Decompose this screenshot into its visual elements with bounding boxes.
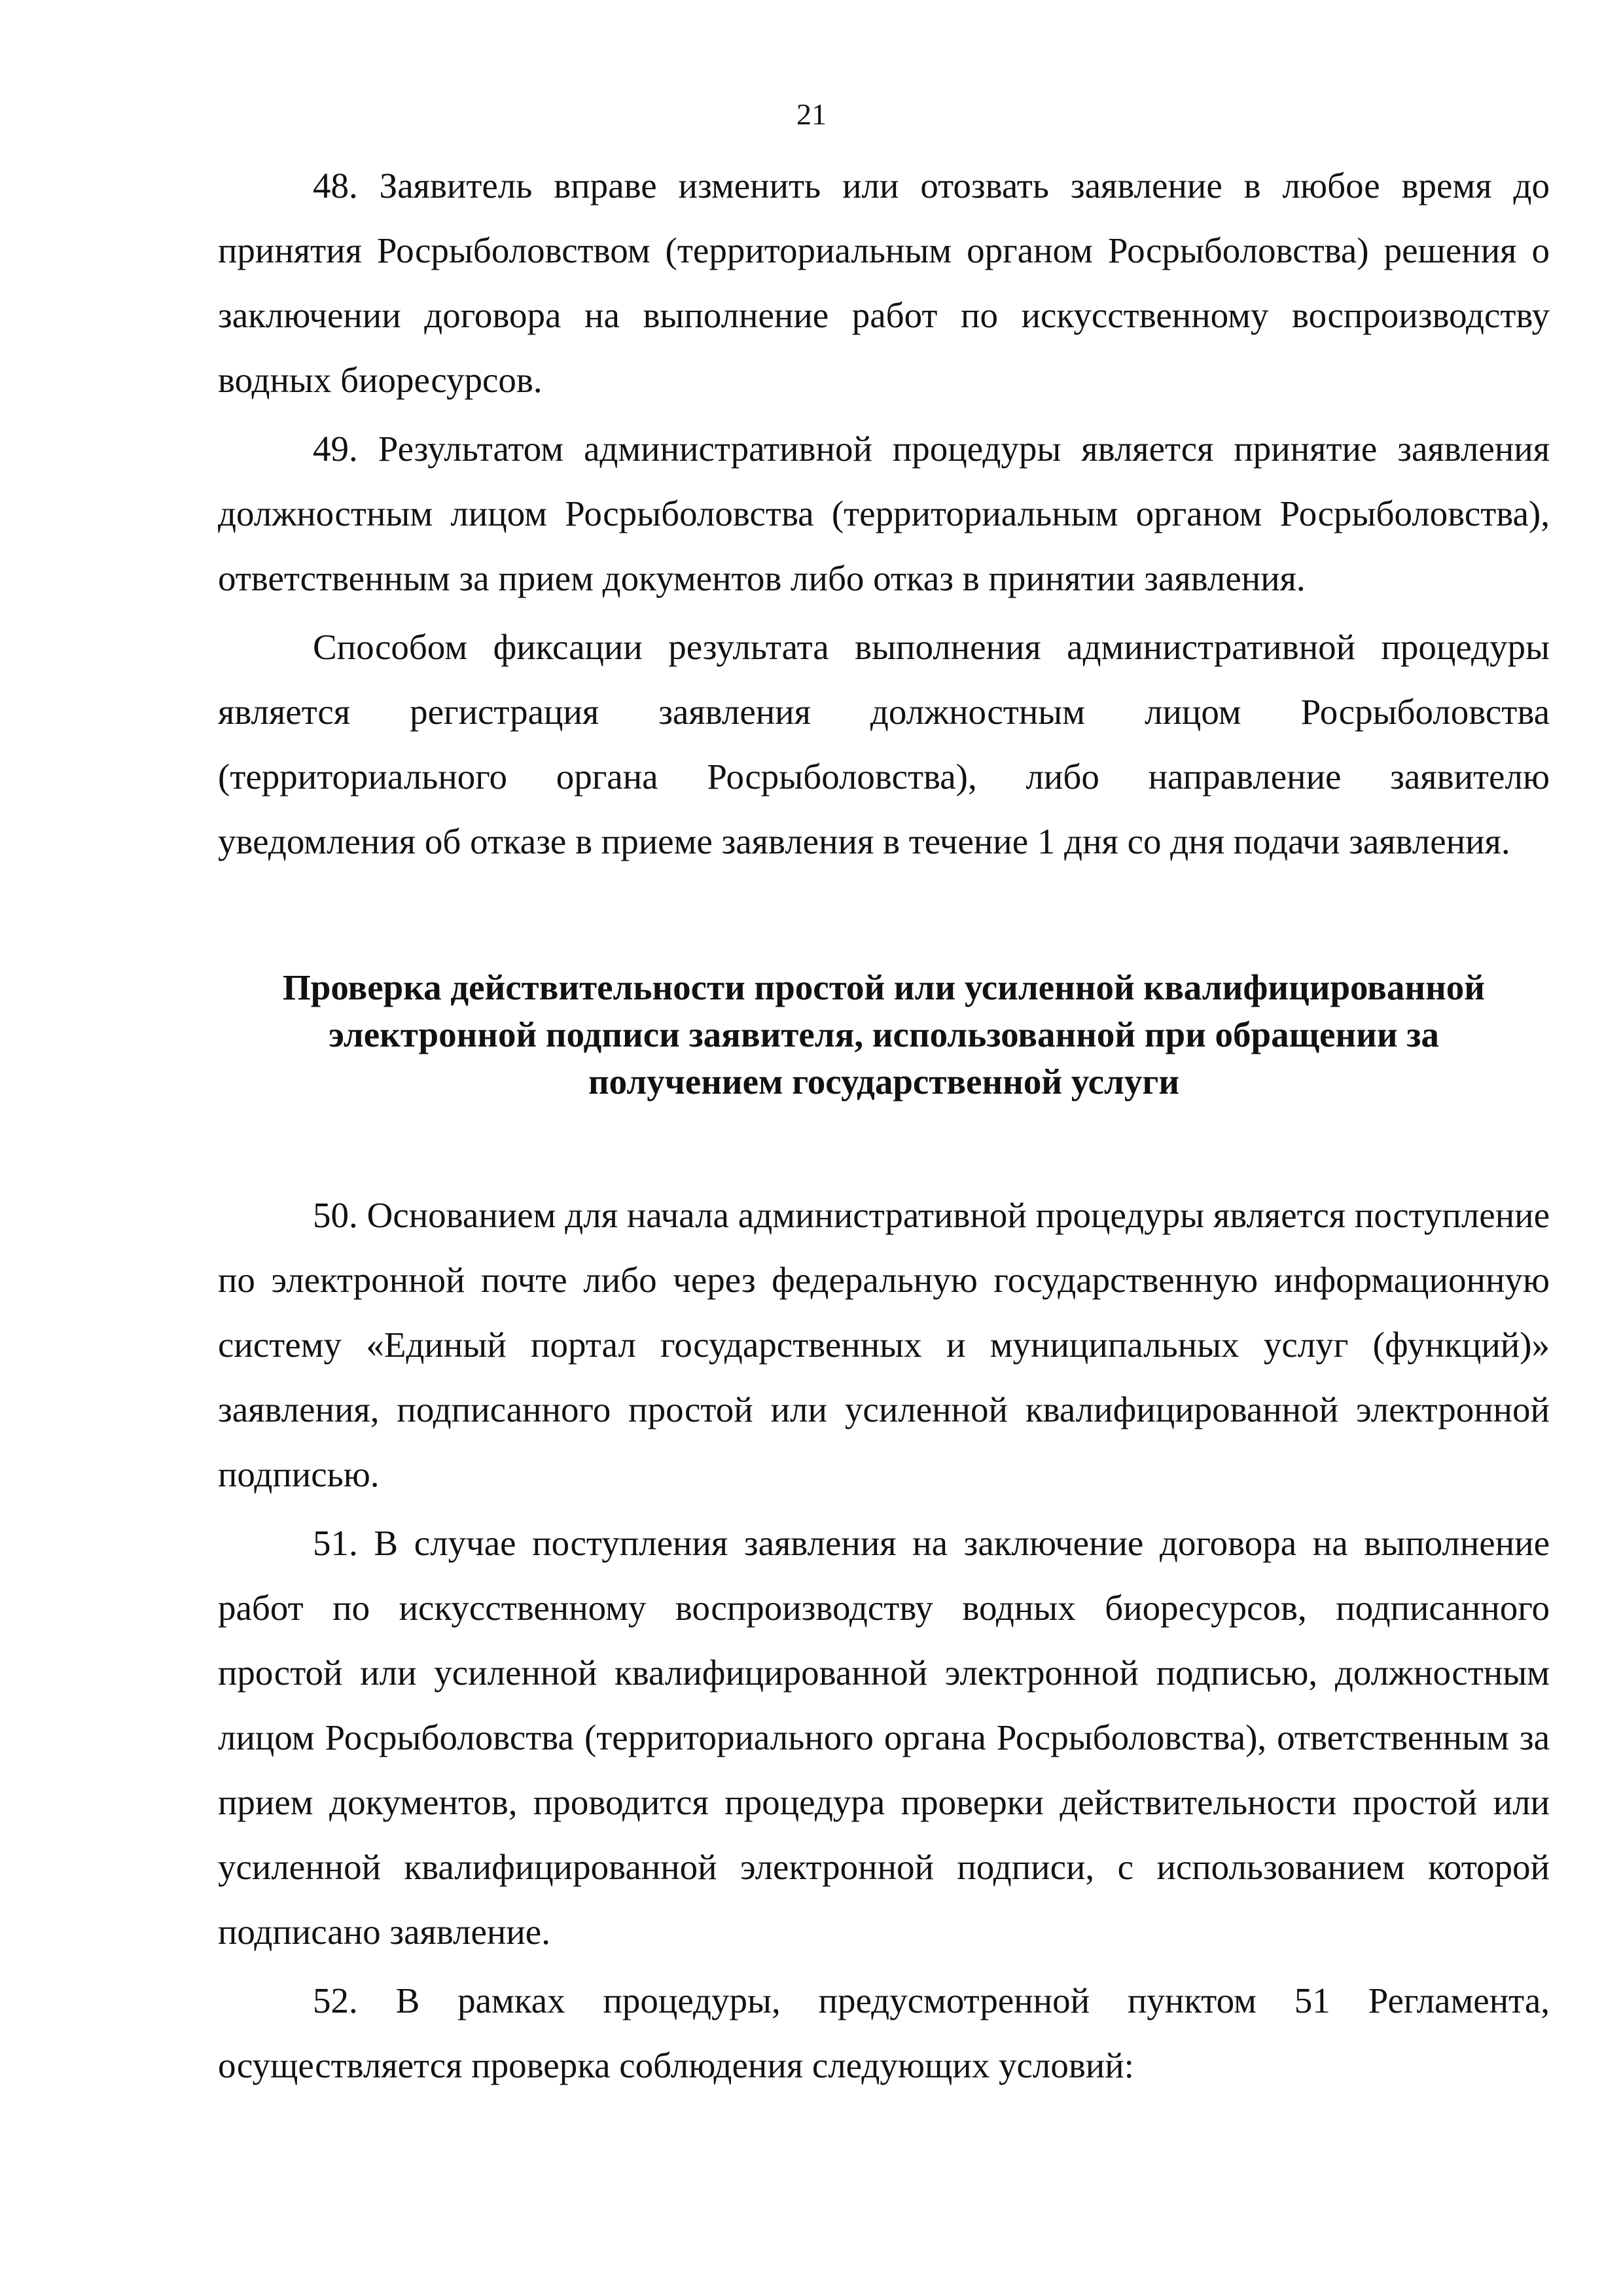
paragraph-50: 50. Основанием для начала административной процедуры является поступление по электронной почте либо через федеральную государственную информационную систему «Единый портал государственных и муниципальных услуг (функций)» заявления, подписанного простой или усиленной квалифицированной электронной подписью. bbox=[218, 1195, 1550, 1494]
page-number: 21 bbox=[796, 98, 827, 131]
section-heading: Проверка действительности простой или усиленной квалифицированной электронной подписи заявителя, использованной при обращении за получением государственной услуги bbox=[283, 967, 1485, 1102]
paragraph-52: 52. В рамках процедуры, предусмотренной пунктом 51 Регламента, осуществляется проверка соблюдения следующих условий: bbox=[218, 1981, 1550, 2085]
paragraph-fixation-method: Способом фиксации результата выполнения административной процедуры является регистрация заявления должностным лицом Росрыболовства (территориального органа Росрыболовства), либо направление заявителю уведомления об отказе в приеме заявления в течение 1 дня со дня подачи заявления. bbox=[218, 627, 1550, 861]
paragraph-51: 51. В случае поступления заявления на заключение договора на выполнение работ по искусственному воспроизводству водных биоресурсов, подписанного простой или усиленной квалифицированной электронной подписью, должностным лицом Росрыболовства (территориального органа Росрыболовства), ответственным за прием документов, проводится процедура проверки действительности простой или усиленной квалифицированной электронной подписи, с использованием которой подписано заявление. bbox=[218, 1523, 1550, 1952]
document-body bbox=[218, 153, 1550, 2098]
paragraph-49: 49. Результатом административной процедуры является принятие заявления должностным лицом Росрыболовства (территориальным органом Росрыболовства), ответственным за прием документов либо отказ в принятии заявления. bbox=[218, 429, 1550, 598]
paragraph-48: 48. Заявитель вправе изменить или отозвать заявление в любое время до принятия Росрыболовством (территориальным органом Росрыболовства) решения о заключении договора на выполнение работ по искусственному воспроизводству водных биоресурсов. bbox=[218, 166, 1550, 400]
